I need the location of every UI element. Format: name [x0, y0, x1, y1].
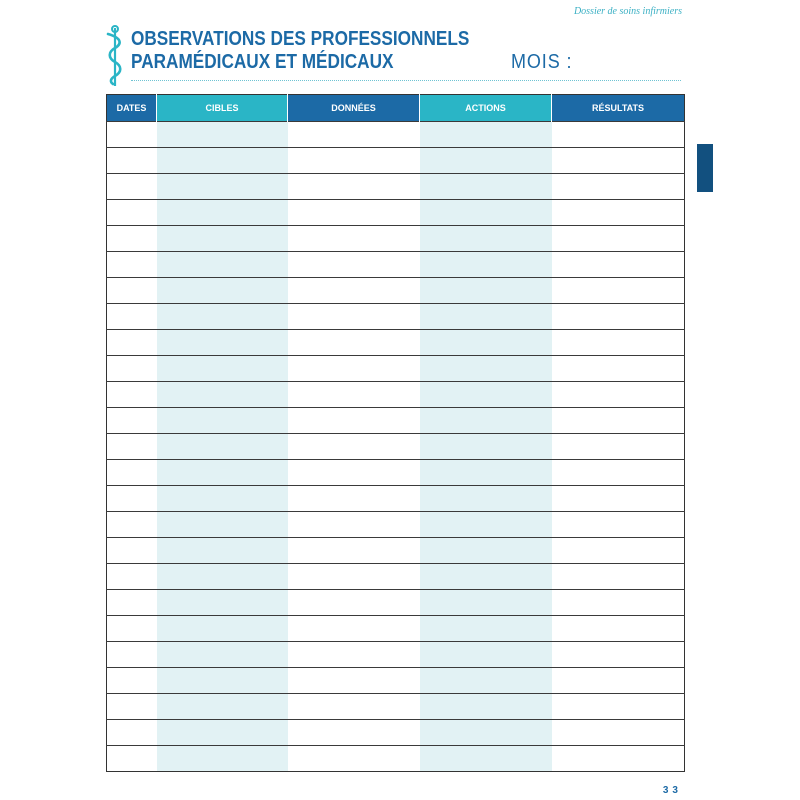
table-row [107, 174, 685, 200]
cell-resultats[interactable] [552, 304, 685, 330]
cell-resultats[interactable] [552, 694, 685, 720]
table-row [107, 668, 685, 694]
cell-resultats[interactable] [552, 382, 685, 408]
table-row [107, 226, 685, 252]
cell-dates[interactable] [107, 330, 157, 356]
cell-donnees[interactable] [288, 460, 420, 486]
page-title-line-2: PARAMÉDICAUX ET MÉDICAUX [131, 51, 394, 73]
cell-actions[interactable] [420, 252, 552, 278]
cell-actions[interactable] [420, 226, 552, 252]
cell-cibles[interactable] [157, 330, 288, 356]
cell-resultats[interactable] [552, 330, 685, 356]
cell-donnees[interactable] [288, 694, 420, 720]
cell-cibles[interactable] [157, 538, 288, 564]
cell-dates[interactable] [107, 148, 157, 174]
cell-donnees[interactable] [288, 278, 420, 304]
cell-resultats[interactable] [552, 434, 685, 460]
table-row [107, 408, 685, 434]
cell-donnees[interactable] [288, 590, 420, 616]
cell-actions[interactable] [420, 434, 552, 460]
cell-donnees[interactable] [288, 148, 420, 174]
table-row [107, 200, 685, 226]
cell-dates[interactable] [107, 252, 157, 278]
table-row [107, 304, 685, 330]
cell-dates[interactable] [107, 642, 157, 668]
cell-cibles[interactable] [157, 252, 288, 278]
cell-cibles[interactable] [157, 434, 288, 460]
cell-resultats[interactable] [552, 200, 685, 226]
cell-resultats[interactable] [552, 512, 685, 538]
table-row [107, 746, 685, 772]
cell-resultats[interactable] [552, 174, 685, 200]
cell-cibles[interactable] [157, 122, 288, 148]
cell-donnees[interactable] [288, 356, 420, 382]
cell-cibles[interactable] [157, 486, 288, 512]
cell-donnees[interactable] [288, 746, 420, 772]
cell-actions[interactable] [420, 200, 552, 226]
cell-actions[interactable] [420, 278, 552, 304]
cell-dates[interactable] [107, 616, 157, 642]
cell-donnees[interactable] [288, 668, 420, 694]
cell-dates[interactable] [107, 304, 157, 330]
cell-resultats[interactable] [552, 668, 685, 694]
cell-donnees[interactable] [288, 174, 420, 200]
cell-actions[interactable] [420, 460, 552, 486]
cell-dates[interactable] [107, 226, 157, 252]
page-title [131, 28, 469, 74]
table-row [107, 356, 685, 382]
cell-resultats[interactable] [552, 486, 685, 512]
cell-actions[interactable] [420, 122, 552, 148]
cell-actions[interactable] [420, 304, 552, 330]
cell-cibles[interactable] [157, 694, 288, 720]
cell-donnees[interactable] [288, 252, 420, 278]
cell-dates[interactable] [107, 720, 157, 746]
cell-dates[interactable] [107, 590, 157, 616]
table-row [107, 564, 685, 590]
cell-donnees[interactable] [288, 720, 420, 746]
cell-dates[interactable] [107, 512, 157, 538]
table-row [107, 616, 685, 642]
cell-dates[interactable] [107, 460, 157, 486]
cell-cibles[interactable] [157, 720, 288, 746]
cell-donnees[interactable] [288, 122, 420, 148]
cell-donnees[interactable] [288, 564, 420, 590]
cell-resultats[interactable] [552, 642, 685, 668]
cell-cibles[interactable] [157, 616, 288, 642]
page-title-line-1: OBSERVATIONS DES PROFESSIONNELS [131, 28, 470, 50]
cell-dates[interactable] [107, 486, 157, 512]
column-header-cibles: CIBLES [157, 95, 288, 122]
cell-dates[interactable] [107, 694, 157, 720]
column-header-actions: ACTIONS [420, 95, 552, 122]
cell-resultats[interactable] [552, 460, 685, 486]
cell-cibles[interactable] [157, 746, 288, 772]
cell-resultats[interactable] [552, 590, 685, 616]
cell-resultats[interactable] [552, 122, 685, 148]
cell-actions[interactable] [420, 694, 552, 720]
cell-actions[interactable] [420, 668, 552, 694]
cell-donnees[interactable] [288, 486, 420, 512]
month-label: MOIS : [511, 51, 573, 73]
cell-resultats[interactable] [552, 538, 685, 564]
cell-cibles[interactable] [157, 200, 288, 226]
cell-cibles[interactable] [157, 356, 288, 382]
cell-actions[interactable] [420, 148, 552, 174]
column-header-resultats: RÉSULTATS [552, 95, 685, 122]
cell-donnees[interactable] [288, 408, 420, 434]
cell-resultats[interactable] [552, 616, 685, 642]
table-row [107, 252, 685, 278]
cell-dates[interactable] [107, 538, 157, 564]
cell-actions[interactable] [420, 512, 552, 538]
page-number: 33 [662, 785, 682, 796]
table-row [107, 694, 685, 720]
cell-cibles[interactable] [157, 304, 288, 330]
cell-actions[interactable] [420, 590, 552, 616]
cell-cibles[interactable] [157, 564, 288, 590]
cell-donnees[interactable] [288, 616, 420, 642]
cell-donnees[interactable] [288, 200, 420, 226]
cell-cibles[interactable] [157, 590, 288, 616]
cell-resultats[interactable] [552, 720, 685, 746]
cell-actions[interactable] [420, 564, 552, 590]
cell-actions[interactable] [420, 408, 552, 434]
cell-dates[interactable] [107, 408, 157, 434]
title-dotted-rule [131, 80, 681, 81]
cell-cibles[interactable] [157, 642, 288, 668]
cell-actions[interactable] [420, 356, 552, 382]
table-row [107, 382, 685, 408]
cell-resultats[interactable] [552, 746, 685, 772]
cell-cibles[interactable] [157, 408, 288, 434]
cell-actions[interactable] [420, 174, 552, 200]
cell-cibles[interactable] [157, 278, 288, 304]
cell-actions[interactable] [420, 746, 552, 772]
cell-dates[interactable] [107, 564, 157, 590]
table-row [107, 538, 685, 564]
table-row [107, 122, 685, 148]
cell-donnees[interactable] [288, 642, 420, 668]
cell-donnees[interactable] [288, 382, 420, 408]
cell-resultats[interactable] [552, 356, 685, 382]
cell-donnees[interactable] [288, 538, 420, 564]
running-header: Dossier de soins infirmiers [573, 6, 682, 17]
cell-actions[interactable] [420, 330, 552, 356]
cell-donnees[interactable] [288, 434, 420, 460]
table-row [107, 590, 685, 616]
cell-cibles[interactable] [157, 512, 288, 538]
cell-dates[interactable] [107, 200, 157, 226]
cell-cibles[interactable] [157, 382, 288, 408]
cell-actions[interactable] [420, 538, 552, 564]
column-header-donnees: DONNÉES [288, 95, 420, 122]
cell-dates[interactable] [107, 278, 157, 304]
cell-cibles[interactable] [157, 226, 288, 252]
cell-cibles[interactable] [157, 148, 288, 174]
cell-dates[interactable] [107, 356, 157, 382]
cell-cibles[interactable] [157, 460, 288, 486]
table-row [107, 460, 685, 486]
cell-donnees[interactable] [288, 226, 420, 252]
caduceus-icon [103, 24, 127, 88]
table-row [107, 642, 685, 668]
table-row [107, 330, 685, 356]
cell-dates[interactable] [107, 668, 157, 694]
cell-donnees[interactable] [288, 330, 420, 356]
cell-dates[interactable] [107, 434, 157, 460]
cell-actions[interactable] [420, 720, 552, 746]
section-tab [697, 144, 713, 192]
column-header-dates: DATES [107, 95, 157, 122]
cell-actions[interactable] [420, 486, 552, 512]
cell-resultats[interactable] [552, 564, 685, 590]
table-row [107, 278, 685, 304]
cell-dates[interactable] [107, 122, 157, 148]
table-row [107, 720, 685, 746]
cell-resultats[interactable] [552, 226, 685, 252]
cell-dates[interactable] [107, 174, 157, 200]
cell-resultats[interactable] [552, 278, 685, 304]
cell-actions[interactable] [420, 616, 552, 642]
table-row [107, 512, 685, 538]
cell-dates[interactable] [107, 746, 157, 772]
cell-actions[interactable] [420, 382, 552, 408]
cell-donnees[interactable] [288, 512, 420, 538]
cell-resultats[interactable] [552, 148, 685, 174]
cell-resultats[interactable] [552, 252, 685, 278]
cell-cibles[interactable] [157, 174, 288, 200]
observations-table [106, 94, 685, 772]
table-header-row [107, 95, 685, 122]
table-body [107, 122, 685, 772]
cell-donnees[interactable] [288, 304, 420, 330]
cell-resultats[interactable] [552, 408, 685, 434]
table-row [107, 434, 685, 460]
table-row [107, 486, 685, 512]
table-row [107, 148, 685, 174]
cell-dates[interactable] [107, 382, 157, 408]
cell-cibles[interactable] [157, 668, 288, 694]
cell-actions[interactable] [420, 642, 552, 668]
